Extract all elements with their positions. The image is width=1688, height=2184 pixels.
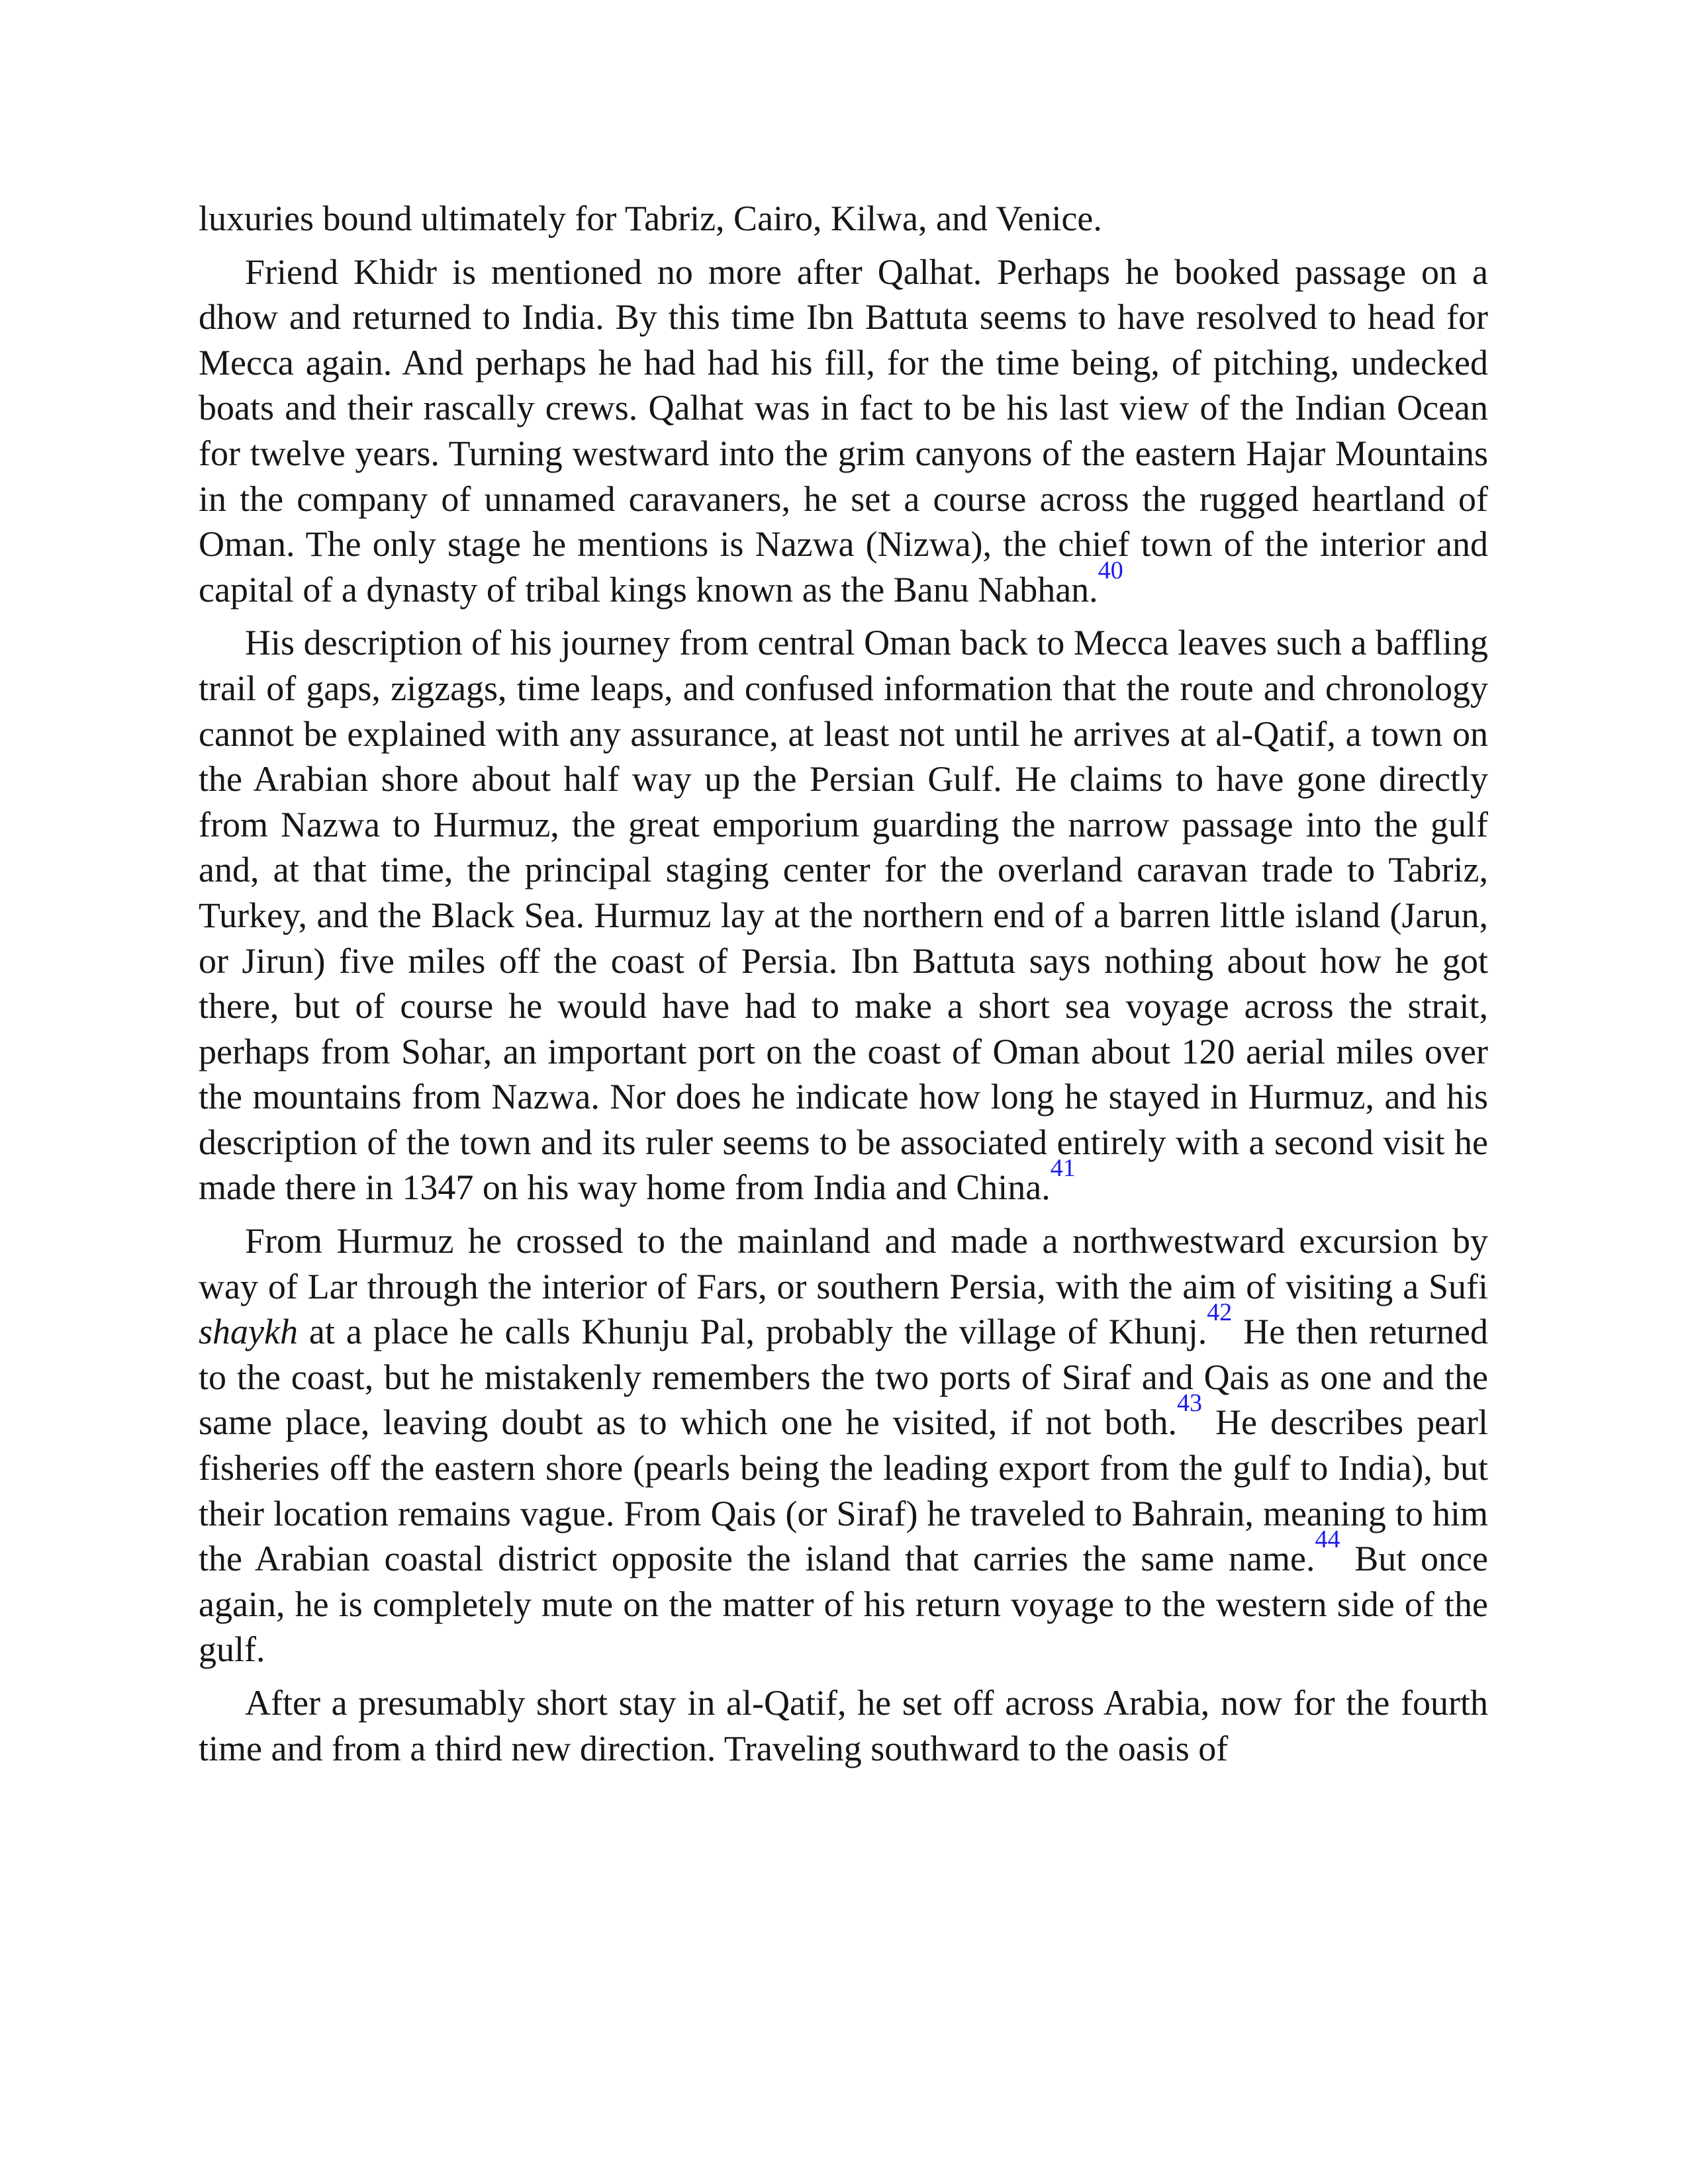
body-paragraph (199, 250, 1488, 613)
footnote-reference-link[interactable]: 40 (1098, 556, 1123, 584)
paragraph-text: He describes pearl fisheries off the eastern shore (pearls being the leading export from the gulf to India), but their location remains vague. From Qais (or Siraf) he traveled to Bahrain, meaning to him the Arabian coastal district opposite the island that carries the same name. (199, 1402, 1488, 1579)
body-paragraph (199, 620, 1488, 1210)
paragraph-text: His description of his journey from central Oman back to Mecca leaves such a baffling trail of gaps, zigzags, time leaps, and confused information that the route and chronology cannot be explained with any assurance, at least not until he arrives at al-Qatif, a town on the Arabian shore about half way up the Persian Gulf. He claims to have gone directly from Nazwa to Hurmuz, the great emporium guarding the narrow passage into the gulf and, at that time, the principal staging center for the overland caravan trade to Tabriz, Turkey, and the Black Sea. Hurmuz lay at the northern end of a barren little island (Jarun, or Jirun) five miles off the coast of Persia. Ibn Battuta says nothing about how he got there, but of course he would have had to make a short sea voyage across the strait, perhaps from Sohar, an important port on the coast of Oman about 120 aerial miles over the mountains from Nazwa. Nor does he indicate how long he stayed in Hurmuz, and his description of the town and its ruler seems to be associated entirely with a second visit he made there in 1347 on his way home from India and China. (199, 623, 1488, 1208)
paragraph-text: But once again, he is completely mute on the matter of his return voyage to the western side of the gulf. (199, 1539, 1488, 1670)
footnote-reference-link[interactable]: 42 (1207, 1298, 1233, 1327)
document-page (199, 196, 1488, 1779)
footnote-reference-link[interactable]: 43 (1176, 1389, 1202, 1418)
paragraph-text: Friend Khidr is mentioned no more after Qalhat. Perhaps he booked passage on a dhow and returned to India. By this time Ibn Battuta seems to have resolved to head for Mecca again. And perhaps he had had his fill, for the time being, of pitching, undecked boats and their rascally crews. Qalhat was in fact to be his last view of the Indian Ocean for twelve years. Turning westward into the grim canyons of the eastern Hajar Mountains in the company of unnamed caravaners, he set a course across the rugged heartland of Oman. The only stage he mentions is Nazwa (Nizwa), the chief town of the interior and capital of a dynasty of tribal kings known as the Banu Nabhan. (199, 251, 1488, 610)
paragraph-text: He then returned to the coast, but he mistakenly remembers the two ports of Siraf and Qais as one and the same place, leaving doubt as to which one he visited, if not both. (199, 1312, 1489, 1443)
body-paragraph (199, 1218, 1488, 1672)
body-paragraph (199, 1680, 1488, 1771)
footnote-reference-link[interactable]: 44 (1315, 1525, 1340, 1554)
footnote-reference-link[interactable]: 41 (1050, 1154, 1076, 1183)
italic-term: shaykh (199, 1312, 298, 1352)
paragraph-text: at a place he calls Khunju Pal, probably the village of Khunj. (297, 1312, 1207, 1352)
paragraph-text: After a presumably short stay in al-Qatif, he set off across Arabia, now for the fourth time and from a third new direction. Traveling southward to the oasis of (199, 1683, 1488, 1768)
paragraph-text: From Hurmuz he crossed to the mainland and made a northwestward excursion by way of Lar through the interior of Fars, or southern Persia, with the aim of visiting a Sufi (199, 1221, 1488, 1306)
body-paragraph (199, 196, 1488, 242)
paragraph-text: luxuries bound ultimately for Tabriz, Cairo, Kilwa, and Venice. (199, 199, 1102, 238)
